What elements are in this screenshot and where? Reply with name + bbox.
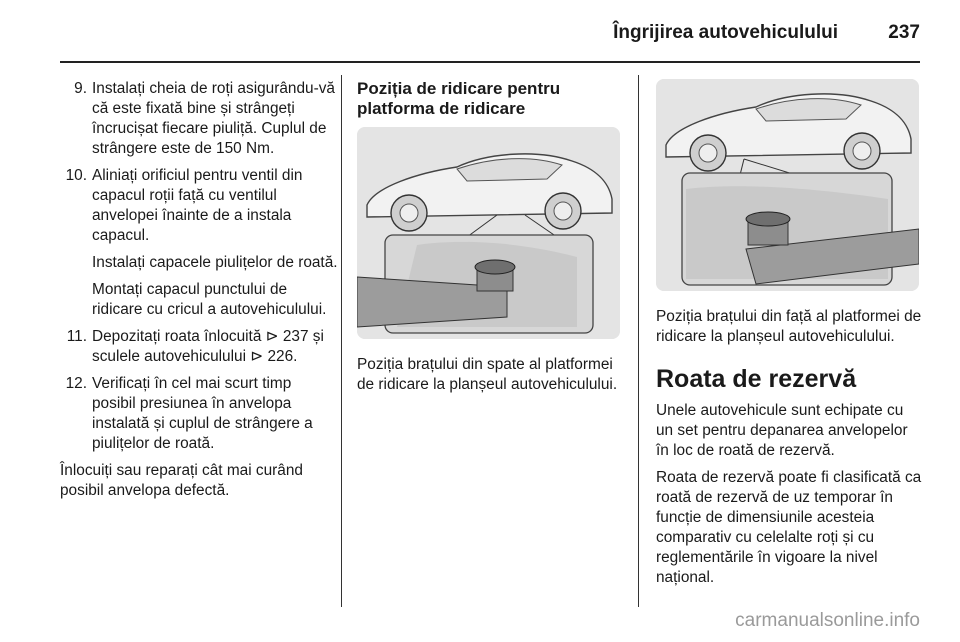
rear-lift-point-illustration	[357, 127, 620, 339]
watermark: carmanualsonline.info	[735, 610, 920, 631]
column-left	[60, 79, 338, 508]
figure-caption: Poziția brațului din spate al platformei de ridicare la planșeul autovehiculului.	[357, 356, 618, 393]
column-divider-2	[638, 75, 639, 607]
page-header	[0, 0, 960, 62]
page-number: 237	[888, 22, 920, 43]
list-item	[60, 374, 338, 454]
section-heading: Poziția de ridicare pentru platforma de ridicare	[357, 79, 561, 118]
header-rule	[60, 61, 920, 63]
column-middle	[357, 79, 624, 395]
item-number: 11.	[66, 328, 87, 345]
item-subtext: Montați capacul punctului de ridicare cu cricul a autovehiculului.	[92, 281, 327, 318]
list-item	[60, 327, 338, 367]
paragraph: Unele autovehicule sunt echipate cu un set pentru depanarea anvelopelor în loc de roată de rezervă.	[656, 402, 908, 459]
item-text: Verificați în cel mai scurt timp posibil presiunea în anvelopa instalată și cuplul de strângere a piulițelor de roată.	[92, 375, 313, 452]
header-title: Îngrijirea autovehiculului	[613, 22, 838, 43]
paragraph: Roata de rezervă poate fi clasificată ca roată de rezervă de uz temporar în funcție de dimensiunile acesteia comparativ cu celelalte roți și cu reglementările în vigoare la nivel național.	[656, 469, 922, 586]
item-text: Aliniați orificiul pentru ventil din capacul roții față cu ventilul anvelopei înainte de a instala capacul.	[92, 167, 303, 244]
closing-paragraph: Înlocuiți sau reparați cât mai curând posibil anvelopa defectă.	[60, 462, 303, 499]
column-divider-1	[341, 75, 342, 607]
column-right	[656, 79, 923, 595]
item-number: 10.	[65, 167, 87, 184]
item-subtext: Instalați capacele piulițelor de roată.	[92, 254, 338, 271]
front-lift-point-illustration	[656, 79, 919, 291]
item-number: 9.	[74, 80, 87, 97]
item-number: 12.	[65, 375, 87, 392]
figure-caption: Poziția brațului din față al platformei de ridicare la planșeul autovehiculului.	[656, 308, 922, 345]
item-text: Depozitați roata înlocuită ⊳ 237 și sculele autovehiculului ⊳ 226.	[92, 328, 324, 365]
section-heading: Roata de rezervă	[656, 365, 857, 393]
list-item	[60, 79, 338, 159]
item-text: Instalați cheia de roți asigurându-vă că este fixată bine și strângeți încrucișat fiecare piuliță. Cuplul de strângere este de 150 Nm.	[92, 80, 335, 157]
list-item	[60, 166, 338, 320]
